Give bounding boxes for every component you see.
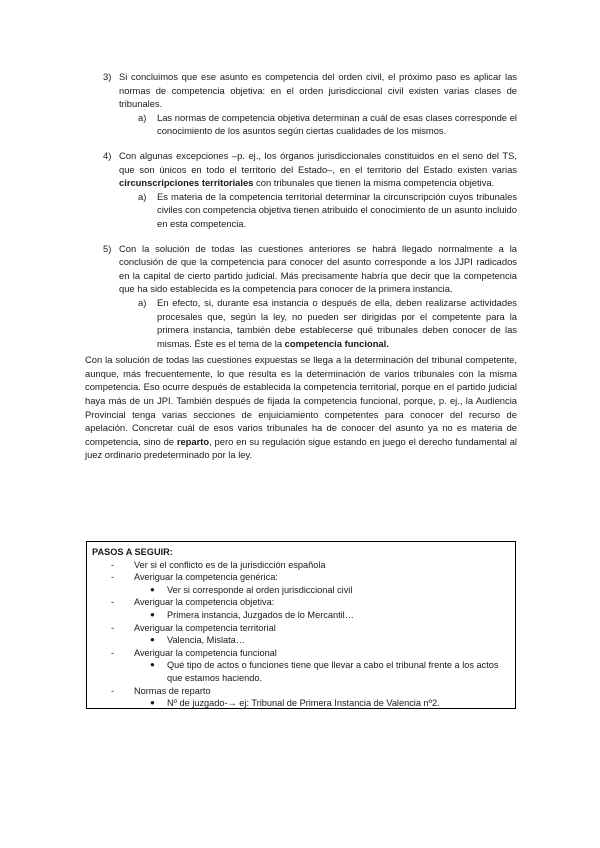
step-text: Qué tipo de actos o funciones tiene que llevar a cabo el tribunal frente a los actos que estamos haciendo. [167,660,499,683]
item-number: 3) [103,71,112,82]
step-text: Normas de reparto [134,685,211,696]
sub-item [119,296,517,350]
item-number: 5) [103,242,112,254]
sub-item-letter: a) [138,111,147,123]
item-text: Con algunas excepciones –p. ej., los órganos jurisdiccionales constituidos en el seno del TS, que son únicos en todo el territorio del Estado–, en el territorio del Estado existen varias [119,149,517,175]
sub-item-letter: a) [138,190,147,202]
step-text: Ver si corresponde al orden jurisdiccional civil [167,584,353,595]
steps-box-title: PASOS A SEGUIR: [92,547,173,557]
summary-paragraph [85,353,517,462]
dash-marker: - [111,597,115,608]
steps-box [86,541,516,709]
dash-marker: - [111,647,115,658]
step-text: Ver si el conflicto es de la jurisdicción española [134,559,326,570]
item-text: con tribunales que tienen la misma competencia objetiva. [253,177,495,189]
sub-item-text: Es materia de la competencia territorial determinar la circunscripción cuyos tribunales civiles con competencia objetiva tienen atribuido el conocimiento de un asunto incluido en esta competencia. [157,190,517,229]
bullet-icon: ● [150,660,155,670]
sub-item-text: En efecto, si, durante esa instancia o después de ella, deben realizarse actividades procesales que, según la ley, no pueden ser dirigidas por el competente para la primera instancia, también debe establecerse qué tribunales deben conocer de las mismas. Éste es el tema de la [157,296,517,349]
item-bold-text: circunscripciones territoriales [119,177,254,189]
bullet-icon: ● [150,698,155,708]
paragraph-bold-text: reparto [176,435,210,447]
step-item [92,647,510,660]
sub-item-bold-text: competencia funcional. [284,337,389,349]
step-sub-item [92,659,510,684]
step-item [92,571,510,584]
item-text: Con la solución de todas las cuestiones anteriores se habrá llegado normalmente a la conclusión de que la competencia para conocer del asunto corresponde a los JJPI radicados en la capital de cierto partido judicial. Más precisamente habría que decir que la competencia que ha sido establecida es la competencia para conocer de la primera instancia. [119,242,517,295]
dash-marker: - [111,572,115,583]
step-item [92,596,510,609]
step-text: Averiguar la competencia funcional [134,647,277,658]
list-item-5 [85,242,517,351]
step-item [92,559,510,572]
sub-item [119,190,517,231]
step-text: Primera instancia, Juzgados de lo Mercantil… [167,609,354,620]
bullet-icon: ● [150,584,155,594]
step-text: Averiguar la competencia territorial [134,622,276,633]
step-text: Averiguar la competencia genérica: [134,572,278,583]
item-number: 4) [103,149,112,161]
step-text: Averiguar la competencia objetiva: [134,597,275,608]
list-item-3 [85,70,517,138]
sub-item-letter: a) [138,296,147,308]
step-text: Valencia, Mislata… [167,635,245,646]
sub-item [119,111,517,138]
bullet-icon: ● [150,635,155,645]
list-item-4 [85,149,517,231]
step-sub-item [92,634,510,647]
step-sub-item [92,697,510,710]
step-sub-item [92,584,510,597]
dash-marker: - [111,685,115,696]
document-body [85,70,517,462]
steps-list [92,559,510,710]
sub-item-text: Las normas de competencia objetiva determinan a cuál de esas clases corresponde el conocimiento de los asuntos según ciertas cualidades de los mismos. [157,111,517,137]
step-item [92,622,510,635]
bullet-icon: ● [150,609,155,619]
paragraph-text: Con la solución de todas las cuestiones expuestas se llega a la determinación del tribunal competente, aunque, más frecuentemente, lo que resulta es la determinación de varios tribunales con la misma competencia. Eso ocurre después de establecida la competencia territorial, porque en el partido judicial haya más de un JPI. También después de fijada la competencia funcional, porque, p. ej., la Audiencia Provincial tenga varias secciones de enjuiciamiento competentes para conocer del recurso de apelación. Concretar cuál de esos varios tribunales ha de conocer del asunto ya no es materia de competencia, sino de [85,354,517,447]
dash-marker: - [111,559,115,570]
paragraph-text: , pero en su regulación sigue estando en juego el derecho fundamental al juez ordinario predeterminado por la ley. [85,435,517,461]
step-text: Nº de juzgado-→ ej: Tribunal de Primera Instancia de Valencia nº2. [167,698,440,709]
step-item [92,685,510,698]
step-sub-item [92,609,510,622]
item-text: Si concluimos que ese asunto es competencia del orden civil, el próximo paso es aplicar las normas de competencia objetiva: en el orden jurisdiccional civil existen varias clases de tribunales. [119,71,517,110]
dash-marker: - [111,622,115,633]
